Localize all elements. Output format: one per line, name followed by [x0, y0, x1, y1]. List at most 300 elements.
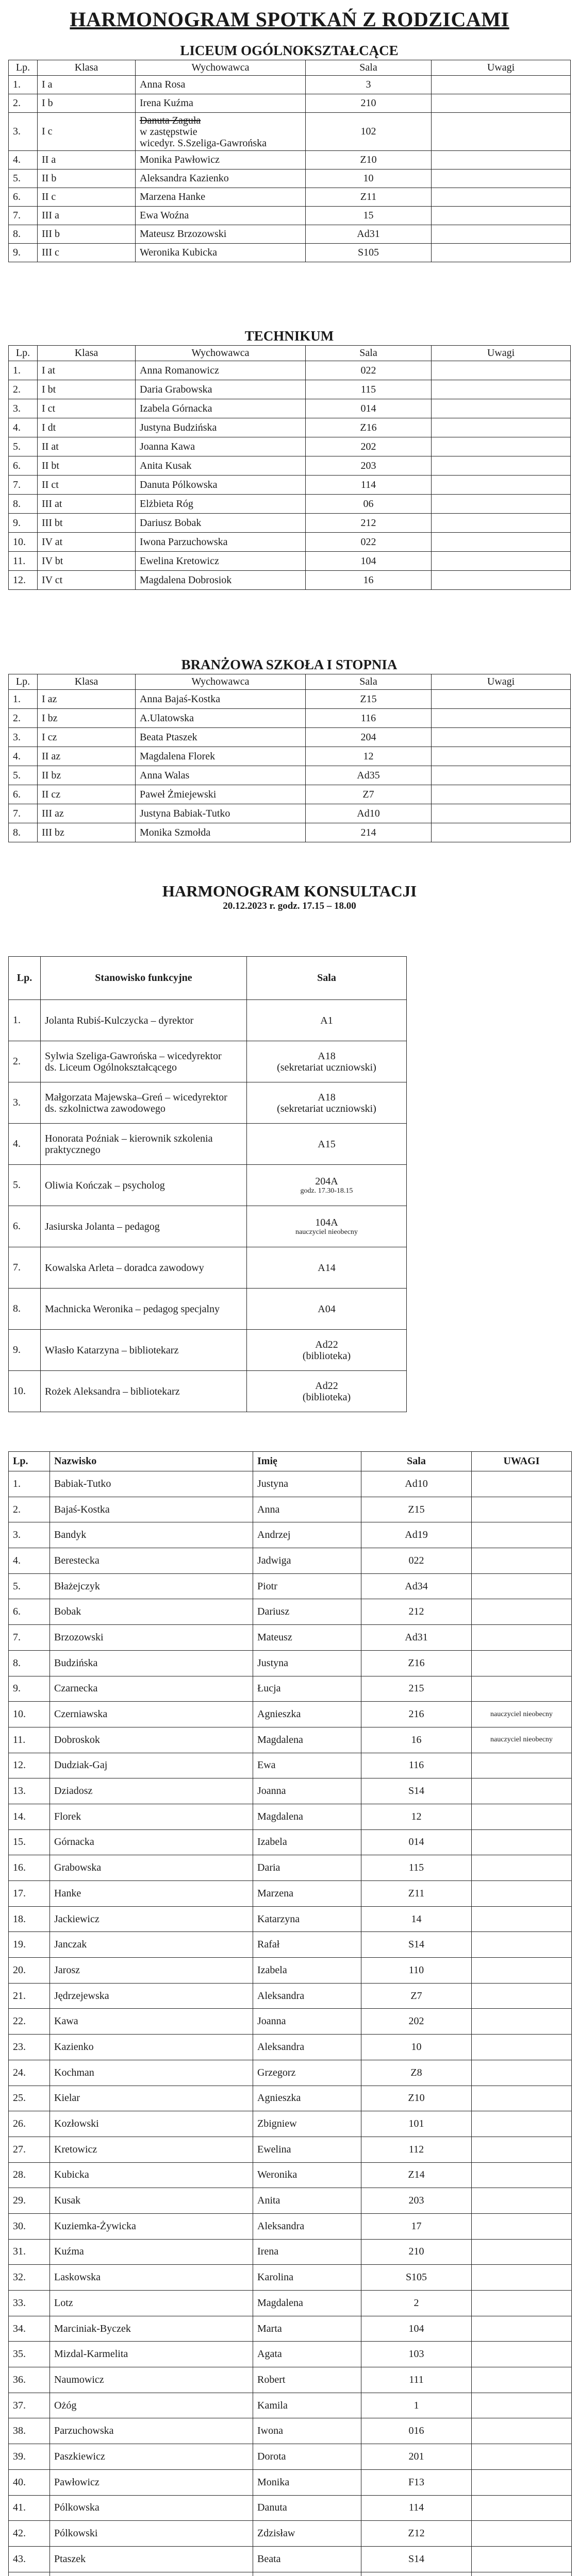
cell-lp: 5.	[9, 170, 38, 188]
stanowisko-line2: praktycznego	[45, 1144, 101, 1156]
table-row	[9, 1041, 407, 1082]
table-row	[9, 151, 571, 170]
cell-lp: 7.	[9, 1625, 50, 1651]
cell-lp: 4.	[9, 747, 38, 766]
cell-nazwisko: Babiak-Tutko	[50, 1471, 253, 1497]
cell-sala	[247, 1000, 407, 1041]
cell-sala: 114	[306, 476, 432, 495]
cell-nazwisko: Kazienko	[50, 2035, 253, 2060]
cell-uwagi	[472, 2265, 572, 2291]
cell-lp: 1.	[9, 76, 38, 94]
cell-lp: 10.	[9, 1371, 41, 1412]
cell-wychowawca: Anna Romanowicz	[136, 361, 306, 380]
table-row	[9, 1855, 572, 1881]
cell-imie: Magdalena	[253, 1804, 361, 1829]
cell-stanowisko	[41, 1247, 247, 1289]
table-row	[9, 2418, 572, 2444]
table-row	[9, 1548, 572, 1574]
cell-klasa: II b	[38, 170, 136, 188]
cell-nazwisko: Ptaszek	[50, 2546, 253, 2572]
table-row	[9, 1958, 572, 1984]
cell-sala	[247, 1206, 407, 1247]
cell-lp: 3.	[9, 399, 38, 418]
cell-sala: 1	[361, 2393, 472, 2418]
cell-nazwisko: Ożóg	[50, 2393, 253, 2418]
konsultacje-heading	[0, 882, 579, 912]
header-klasa: Klasa	[38, 674, 136, 690]
cell-uwagi	[472, 2495, 572, 2521]
table-row	[9, 244, 571, 262]
cell-uwagi	[472, 2418, 572, 2444]
cell-imie: Agnieszka	[253, 1702, 361, 1727]
header-sala: Sala	[306, 346, 432, 361]
table-row	[9, 2393, 572, 2418]
liceum-section	[8, 41, 570, 262]
cell-wychowawca: Daria Grabowska	[136, 380, 306, 399]
technikum-table	[8, 345, 571, 590]
cell-stanowisko	[41, 1000, 247, 1041]
stanowisko-line1: Jolanta Rubiś-Kulczycka – dyrektor	[45, 1014, 194, 1026]
cell-lp: 8.	[9, 225, 38, 244]
konsultacje-subtitle: 20.12.2023 r. godz. 17.15 – 18.00	[223, 901, 356, 911]
cell-nazwisko: Grabowska	[50, 1855, 253, 1881]
table-row	[9, 2342, 572, 2367]
cell-nazwisko: Bandyk	[50, 1522, 253, 1548]
cell-lp: 6.	[9, 188, 38, 207]
cell-nazwisko: Dudziak-Gaj	[50, 1753, 253, 1778]
cell-sala: 10	[361, 2035, 472, 2060]
cell-lp: 40.	[9, 2469, 50, 2495]
cell-klasa: IV ct	[38, 571, 136, 590]
table-row	[9, 1753, 572, 1778]
cell-sala: F13	[361, 2469, 472, 2495]
cell-lp: 37.	[9, 2393, 50, 2418]
cell-sala: 212	[306, 514, 432, 533]
cell-wychowawca: Anna Rosa	[136, 76, 306, 94]
cell-lp: 28.	[9, 2162, 50, 2188]
header-imie: Imię	[253, 1452, 361, 1471]
table-row	[9, 1599, 572, 1625]
cell-uwagi	[432, 495, 571, 514]
sala-line2: (biblioteka)	[302, 1391, 351, 1403]
table-row	[9, 1289, 407, 1330]
table-row	[9, 170, 571, 188]
table-row	[9, 1371, 407, 1412]
cell-nazwisko: Marciniak-Byczek	[50, 2316, 253, 2342]
cell-uwagi	[472, 1778, 572, 1804]
cell-sala: 10	[306, 170, 432, 188]
table-row	[9, 2469, 572, 2495]
header-uwagi: Uwagi	[432, 346, 571, 361]
cell-lp: 33.	[9, 2291, 50, 2316]
table-row	[9, 476, 571, 495]
cell-sala: 102	[306, 113, 432, 151]
cell-lp: 7.	[9, 207, 38, 225]
cell-sala: 022	[306, 533, 432, 552]
cell-uwagi	[432, 244, 571, 262]
sala-line1: A18	[318, 1050, 336, 1062]
cell-stanowisko	[41, 1206, 247, 1247]
cell-lp: 6.	[9, 1206, 41, 1247]
cell-imie: Grzegorz	[253, 2060, 361, 2086]
cell-lp: 2.	[9, 94, 38, 113]
cell-sala: Z8	[361, 2060, 472, 2086]
cell-sala: 201	[361, 2444, 472, 2470]
cell-klasa: III bt	[38, 514, 136, 533]
cell-sala: Z12	[361, 2521, 472, 2547]
cell-uwagi	[472, 2572, 572, 2576]
cell-nazwisko: Janczak	[50, 1932, 253, 1958]
cell-uwagi	[432, 418, 571, 437]
table-row	[9, 380, 571, 399]
cell-uwagi	[472, 2367, 572, 2393]
cell-imie: Rafał	[253, 1932, 361, 1958]
cell-uwagi	[472, 1753, 572, 1778]
cell-imie: Beata	[253, 2546, 361, 2572]
cell-nazwisko: Kielar	[50, 2086, 253, 2111]
cell-uwagi	[472, 2111, 572, 2137]
cell-uwagi	[472, 1573, 572, 1599]
stanowisko-line1: Małgorzata Majewska–Greń – wicedyrektor	[45, 1091, 227, 1103]
cell-sala: 022	[306, 361, 432, 380]
stanowisko-line1: Oliwia Kończak – psycholog	[45, 1179, 165, 1191]
cell-lp: 1.	[9, 1000, 41, 1041]
cell-sala: 16	[306, 571, 432, 590]
cell-nazwisko: Czarnecka	[50, 1676, 253, 1702]
cell-sala: 3	[306, 76, 432, 94]
cell-imie: Katarzyna	[253, 1906, 361, 1932]
cell-stanowisko	[41, 1289, 247, 1330]
cell-sala: 2	[361, 2291, 472, 2316]
table-row	[9, 2035, 572, 2060]
table-row	[9, 552, 571, 571]
cell-sala: 112	[361, 2137, 472, 2162]
cell-lp: 4.	[9, 1124, 41, 1165]
cell-lp: 8.	[9, 495, 38, 514]
cell-uwagi	[472, 1855, 572, 1881]
cell-imie: Dariusz	[253, 1599, 361, 1625]
cell-imie: Anita	[253, 2188, 361, 2214]
table-row	[9, 2111, 572, 2137]
cell-sala	[247, 1371, 407, 1412]
cell-sala: 014	[306, 399, 432, 418]
table-row	[9, 2265, 572, 2291]
cell-nazwisko	[50, 2572, 253, 2576]
cell-wychowawca: Irena Kuźma	[136, 94, 306, 113]
sala-line1: A1	[320, 1014, 333, 1026]
cell-nazwisko: Jarosz	[50, 1958, 253, 1984]
cell-uwagi	[432, 709, 571, 728]
cell-lp: 2.	[9, 380, 38, 399]
cell-imie: Karolina	[253, 2265, 361, 2291]
cell-uwagi	[472, 1906, 572, 1932]
cell-uwagi	[472, 1497, 572, 1522]
table-row	[9, 1676, 572, 1702]
cell-wychowawca: Dariusz Bobak	[136, 514, 306, 533]
cell-lp: 29.	[9, 2188, 50, 2214]
cell-wychowawca: Magdalena Dobrosiok	[136, 571, 306, 590]
table-row	[9, 2291, 572, 2316]
header-lp: Lp.	[9, 957, 41, 1000]
header-sala: Sala	[306, 674, 432, 690]
cell-uwagi	[472, 2393, 572, 2418]
cell-sala: Z15	[306, 690, 432, 709]
cell-uwagi	[472, 1650, 572, 1676]
branzowa-table	[8, 674, 571, 842]
table-header-row	[9, 674, 571, 690]
cell-sala: S105	[361, 2265, 472, 2291]
cell-wychowawca: Paweł Żmiejewski	[136, 785, 306, 804]
cell-lp: 8.	[9, 1289, 41, 1330]
cell-sala	[361, 2572, 472, 2576]
cell-imie	[253, 2572, 361, 2576]
cell-uwagi	[472, 1829, 572, 1855]
cell-stanowisko	[41, 1041, 247, 1082]
cell-sala: 115	[361, 1855, 472, 1881]
cell-lp: 6.	[9, 1599, 50, 1625]
cell-lp: 7.	[9, 804, 38, 823]
table-row	[9, 2188, 572, 2214]
cell-uwagi	[472, 2035, 572, 2060]
cell-nazwisko: Jackiewicz	[50, 1906, 253, 1932]
cell-sala: 101	[361, 2111, 472, 2137]
cell-lp: 31.	[9, 2239, 50, 2265]
table-row	[9, 1206, 407, 1247]
cell-sala: Z14	[361, 2162, 472, 2188]
table-row	[9, 2239, 572, 2265]
cell-uwagi	[472, 2060, 572, 2086]
cell-uwagi	[472, 1522, 572, 1548]
cell-sala: 216	[361, 1702, 472, 1727]
cell-klasa: I az	[38, 690, 136, 709]
cell-uwagi	[432, 437, 571, 456]
cell-sala: 116	[361, 1753, 472, 1778]
cell-uwagi	[432, 225, 571, 244]
cell-sala	[247, 1082, 407, 1124]
cell-sala: 022	[361, 1548, 472, 1574]
wychowawca-note: w zastępstwie	[140, 126, 197, 138]
cell-uwagi	[472, 2546, 572, 2572]
cell-sala: 202	[306, 437, 432, 456]
cell-imie: Irena	[253, 2239, 361, 2265]
cell-uwagi	[432, 552, 571, 571]
cell-wychowawca: Beata Ptaszek	[136, 728, 306, 747]
table-row	[9, 1573, 572, 1599]
cell-lp: 3.	[9, 1082, 41, 1124]
table-row	[9, 1625, 572, 1651]
cell-sala: Ad10	[361, 1471, 472, 1497]
table-row	[9, 533, 571, 552]
cell-wychowawca: Anita Kusak	[136, 456, 306, 476]
table-row	[9, 1082, 407, 1124]
cell-uwagi	[472, 2521, 572, 2547]
cell-uwagi	[472, 2162, 572, 2188]
cell-nazwisko: Górnacka	[50, 1829, 253, 1855]
cell-stanowisko	[41, 1371, 247, 1412]
cell-klasa: III at	[38, 495, 136, 514]
cell-sala: 212	[361, 1599, 472, 1625]
cell-uwagi	[472, 2009, 572, 2035]
cell-lp: 21.	[9, 1983, 50, 2009]
cell-imie: Joanna	[253, 1778, 361, 1804]
header-sala: Sala	[361, 1452, 472, 1471]
cell-nazwisko: Lotz	[50, 2291, 253, 2316]
table-row	[9, 1165, 407, 1206]
cell-nazwisko: Hanke	[50, 1881, 253, 1907]
cell-wychowawca: Joanna Kawa	[136, 437, 306, 456]
table-row	[9, 1727, 572, 1753]
table-row	[9, 2572, 572, 2576]
cell-imie: Łucja	[253, 1676, 361, 1702]
cell-wychowawca: Anna Walas	[136, 766, 306, 785]
cell-klasa: III c	[38, 244, 136, 262]
cell-uwagi	[472, 2239, 572, 2265]
cell-lp: 17.	[9, 1881, 50, 1907]
table-row	[9, 2316, 572, 2342]
cell-wychowawca: Justyna Babiak-Tutko	[136, 804, 306, 823]
cell-sala: 016	[361, 2418, 472, 2444]
table-header-row	[9, 1452, 572, 1471]
cell-imie: Weronika	[253, 2162, 361, 2188]
wychowawca-note2: wicedyr. S.Szeliga-Gawrońska	[140, 137, 267, 149]
cell-nazwisko: Kuziemka-Żywicka	[50, 2213, 253, 2239]
branzowa-section	[8, 655, 570, 842]
cell-sala: 116	[306, 709, 432, 728]
cell-klasa: II az	[38, 747, 136, 766]
cell-klasa: II bt	[38, 456, 136, 476]
cell-stanowisko	[41, 1124, 247, 1165]
cell-nazwisko: Kozłowski	[50, 2111, 253, 2137]
cell-wychowawca	[136, 113, 306, 151]
cell-lp: 3.	[9, 728, 38, 747]
sala-line1: A14	[318, 1262, 336, 1274]
cell-imie: Robert	[253, 2367, 361, 2393]
cell-uwagi	[432, 207, 571, 225]
sala-line1: A04	[318, 1303, 336, 1315]
cell-uwagi	[472, 2444, 572, 2470]
cell-nazwisko: Parzuchowska	[50, 2418, 253, 2444]
cell-klasa: II bz	[38, 766, 136, 785]
cell-lp: 16.	[9, 1855, 50, 1881]
cell-uwagi	[432, 476, 571, 495]
stanowisko-line1: Machnicka Weronika – pedagog specjalny	[45, 1303, 220, 1315]
cell-nazwisko: Pólkowski	[50, 2521, 253, 2547]
cell-nazwisko: Bobak	[50, 1599, 253, 1625]
cell-klasa: II c	[38, 188, 136, 207]
cell-klasa: I a	[38, 76, 136, 94]
cell-nazwisko: Mizdal-Karmelita	[50, 2342, 253, 2367]
cell-imie: Dorota	[253, 2444, 361, 2470]
table-row	[9, 437, 571, 456]
cell-lp: 35.	[9, 2342, 50, 2367]
cell-imie: Jadwiga	[253, 1548, 361, 1574]
cell-imie: Aleksandra	[253, 2035, 361, 2060]
cell-imie: Magdalena	[253, 1727, 361, 1753]
cell-uwagi	[432, 533, 571, 552]
cell-sala: Ad34	[361, 1573, 472, 1599]
cell-imie: Monika	[253, 2469, 361, 2495]
header-nazwisko: Nazwisko	[50, 1452, 253, 1471]
stanowisko-line1: Sylwia Szeliga-Gawrońska – wicedyrektor	[45, 1050, 222, 1062]
table-row	[9, 399, 571, 418]
stanowisko-line1: Rożek Aleksandra – bibliotekarz	[45, 1385, 180, 1397]
cell-lp: 3.	[9, 113, 38, 151]
cell-sala: Ad31	[306, 225, 432, 244]
table-row	[9, 514, 571, 533]
cell-imie: Iwona	[253, 2418, 361, 2444]
cell-uwagi	[432, 747, 571, 766]
cell-wychowawca: Iwona Parzuchowska	[136, 533, 306, 552]
cell-klasa: III bz	[38, 823, 136, 842]
cell-uwagi: nauczyciel nieobecny	[472, 1727, 572, 1753]
cell-imie: Joanna	[253, 2009, 361, 2035]
cell-sala: Z15	[361, 1497, 472, 1522]
cell-imie: Agata	[253, 2342, 361, 2367]
cell-uwagi	[472, 1625, 572, 1651]
cell-uwagi	[472, 2188, 572, 2214]
cell-sala	[247, 1330, 407, 1371]
cell-lp: 9.	[9, 1676, 50, 1702]
cell-sala: 214	[306, 823, 432, 842]
cell-wychowawca: Elżbieta Róg	[136, 495, 306, 514]
sala-line2: nauczyciel nieobecny	[295, 1228, 358, 1236]
cell-sala: Ad31	[361, 1625, 472, 1651]
sala-line1: Ad22	[315, 1338, 338, 1350]
header-lp: Lp.	[9, 674, 38, 690]
cell-nazwisko: Kochman	[50, 2060, 253, 2086]
cell-wychowawca: Anna Bajaś-Kostka	[136, 690, 306, 709]
table-row	[9, 728, 571, 747]
cell-sala: 202	[361, 2009, 472, 2035]
cell-uwagi	[432, 514, 571, 533]
cell-lp: 27.	[9, 2137, 50, 2162]
cell-imie: Ewa	[253, 1753, 361, 1778]
cell-imie: Izabela	[253, 1958, 361, 1984]
cell-lp: 2.	[9, 709, 38, 728]
cell-sala: Z16	[361, 1650, 472, 1676]
table-header-row	[9, 957, 407, 1000]
cell-uwagi	[472, 2291, 572, 2316]
sala-line2: (sekretariat uczniowski)	[277, 1061, 376, 1073]
cell-uwagi	[432, 728, 571, 747]
cell-lp: 5.	[9, 1165, 41, 1206]
table-row	[9, 456, 571, 476]
header-wychowawca: Wychowawca	[136, 60, 306, 76]
cell-uwagi	[432, 94, 571, 113]
cell-lp: 42.	[9, 2521, 50, 2547]
cell-sala: 215	[361, 1676, 472, 1702]
cell-lp: 32.	[9, 2265, 50, 2291]
cell-nazwisko: Czerniawska	[50, 1702, 253, 1727]
cell-lp: 5.	[9, 437, 38, 456]
table-row	[9, 571, 571, 590]
cell-imie: Izabela	[253, 1829, 361, 1855]
cell-wychowawca: Monika Szmołda	[136, 823, 306, 842]
cell-klasa: I c	[38, 113, 136, 151]
cell-sala: Z10	[361, 2086, 472, 2111]
sala-line1: Ad22	[315, 1380, 338, 1392]
cell-lp: 25.	[9, 2086, 50, 2111]
table-row	[9, 1778, 572, 1804]
cell-wychowawca: Mateusz Brzozowski	[136, 225, 306, 244]
cell-uwagi	[472, 1471, 572, 1497]
cell-wychowawca: A.Ulatowska	[136, 709, 306, 728]
header-lp: Lp.	[9, 346, 38, 361]
sala-line1: 204A	[315, 1175, 338, 1187]
cell-lp: 5.	[9, 1573, 50, 1599]
cell-uwagi	[432, 571, 571, 590]
cell-klasa: II cz	[38, 785, 136, 804]
